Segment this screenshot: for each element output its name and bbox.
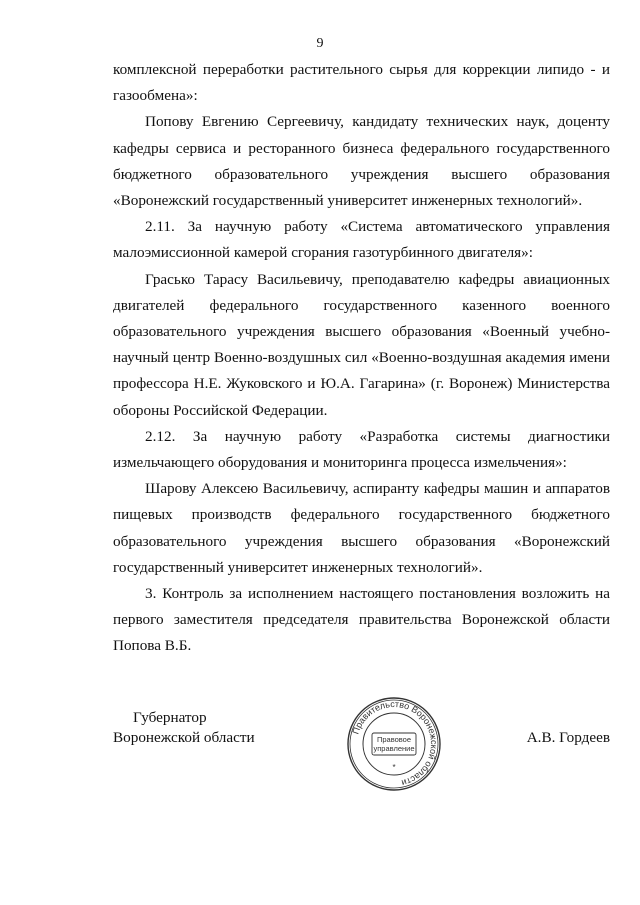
seal-center-line2: управление (373, 744, 415, 753)
paragraph-item-2-11: 2.11. За научную работу «Система автоматического управления малоэмиссионной камерой сгорания газотурбинного двигателя»: (113, 218, 610, 262)
signatory-title (113, 708, 255, 748)
page-number: 9 (316, 36, 324, 51)
official-seal-stamp (346, 696, 442, 792)
seal-ring-text: Правительство Воронежской области (350, 698, 440, 789)
paragraph-awardee-grasko: Грасько Тарасу Васильевичу, преподавателю кафедры авиационных двигателей федерального государственного казенного военного образовательного учреждения высшего образования «Военный учебно-научный центр Военно-воздушных сил «Военно-воздушная академия имени профессора Н.Е. Жуковского и Ю.А. Гагарина» (г. Воронеж) Министерства обороны Российской Федерации. (113, 270, 610, 419)
paragraph-item-3-control: 3. Контроль за исполнением настоящего постановления возложить на первого заместителя председателя правительства Воронежской области Попова В.Б. (113, 585, 610, 655)
document-body (113, 57, 610, 660)
paragraph-awardee-popov: Попову Евгению Сергеевичу, кандидату технических наук, доценту кафедры сервиса и ресторанного бизнеса федерального государственного бюджетного образовательного учреждения высшего образования «Воронежский государственный университет инженерных технологий». (113, 113, 610, 210)
signatory-title-line1: Губернатор (133, 709, 207, 726)
paragraph-item-2-12: 2.12. За научную работу «Разработка системы диагностики измельчающего оборудования и мониторинга процесса измельчения»: (113, 427, 610, 472)
paragraph-awardee-sharov: Шарову Алексею Васильевичу, аспиранту кафедры машин и аппаратов пищевых производств федерального государственного бюджетного образовательного учреждения высшего образования «Воронежский государственный университет инженерных технологий». (113, 480, 610, 576)
paragraph-continuation: комплексной переработки растительного сырья для коррекции липидо - и газообмена»: (113, 61, 610, 105)
seal-star-mark: * (392, 763, 396, 772)
signatory-name: А.В. Гордеев (526, 729, 610, 746)
signatory-title-line2: Воронежской области (113, 729, 255, 746)
seal-center-line1: Правовое (376, 735, 412, 744)
